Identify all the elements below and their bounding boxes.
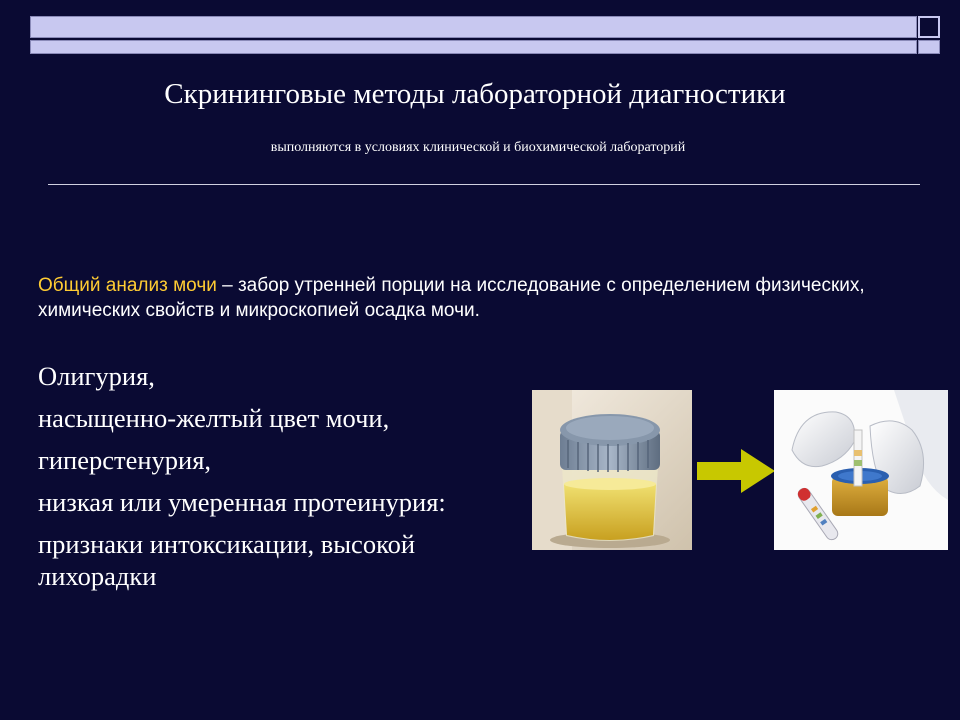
intro-text: – забор утренней порции на исследование с определением физических, химических свойств и микроскопией осадка мочи. xyxy=(38,275,865,321)
header-bar-top xyxy=(30,16,917,38)
findings-list xyxy=(38,360,518,602)
slide-subtitle: выполняются в условиях клинической и биохимической лабораторий xyxy=(270,140,686,155)
finding-item: Олигурия, xyxy=(38,361,155,391)
finding-item: гиперстенурия, xyxy=(38,445,212,475)
title-divider xyxy=(48,184,920,185)
right-arrow-icon xyxy=(697,449,777,493)
intro-highlight: Общий анализ мочи xyxy=(38,275,217,296)
urine-container-photo xyxy=(532,390,692,550)
slide-title: Скрининговые методы лабораторной диагностики xyxy=(164,78,786,110)
header-bar-bottom xyxy=(30,40,917,54)
header-square-top xyxy=(918,16,940,38)
header-square-bottom xyxy=(918,40,940,54)
test-strip-photo xyxy=(774,390,948,550)
finding-item: насыщенно-желтый цвет мочи, xyxy=(38,403,390,433)
intro-paragraph xyxy=(38,273,938,323)
finding-item: низкая или умеренная протеинурия: xyxy=(38,487,446,517)
finding-item: признаки интоксикации, высокой лихорадки xyxy=(38,529,416,591)
